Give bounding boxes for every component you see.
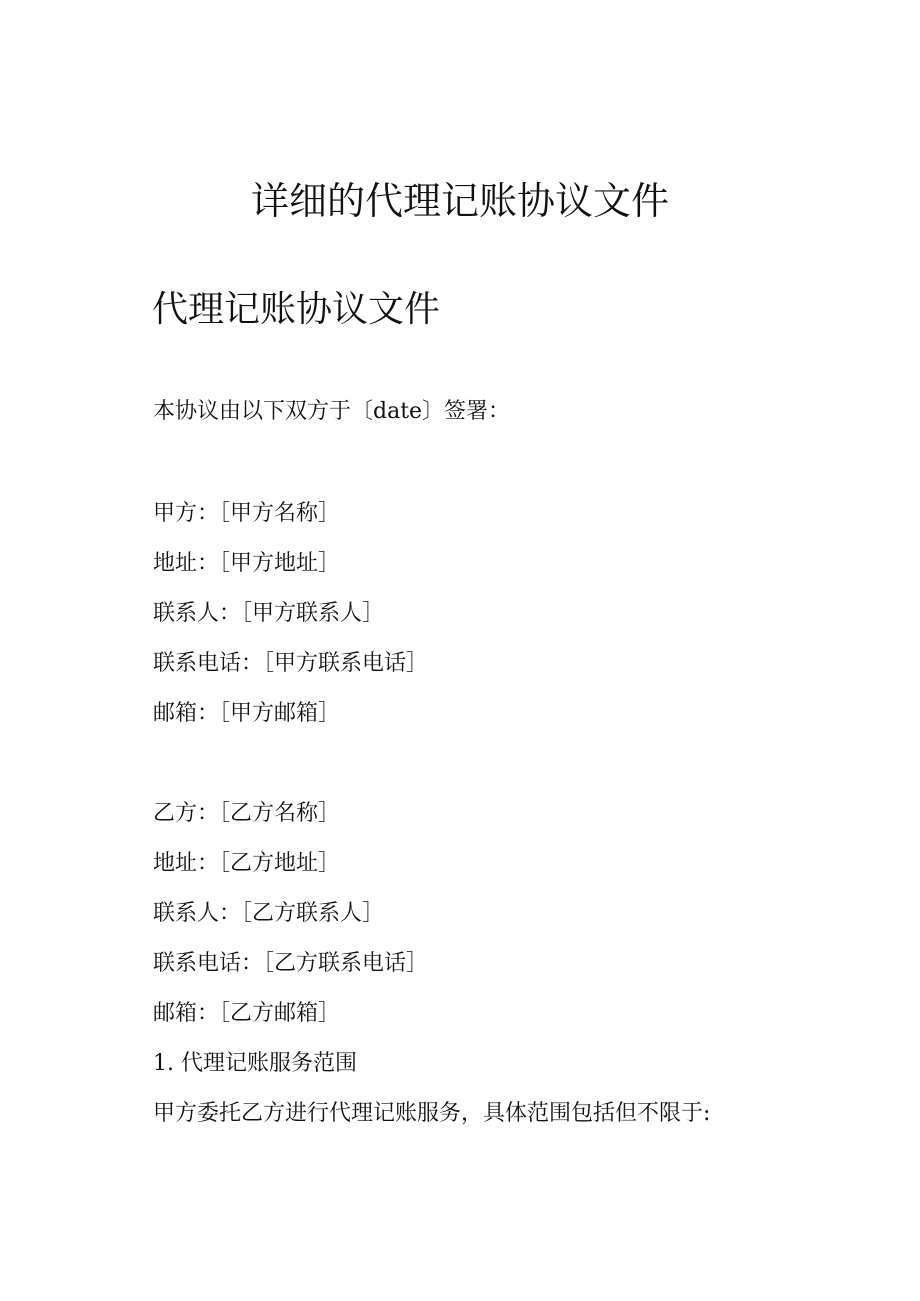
- party-a-address: 地址：［甲方地址］: [153, 551, 341, 576]
- party-a-phone: 联系电话：［甲方联系电话］: [153, 651, 429, 676]
- intro-line: 本协议由以下双方于〔date〕签署：: [153, 399, 511, 424]
- party-b-name: 乙方：［乙方名称］: [153, 801, 341, 826]
- party-b-address: 地址：［乙方地址］: [153, 851, 341, 876]
- party-a-contact: 联系人：［甲方联系人］: [153, 601, 385, 626]
- document-title: 详细的代理记账协议文件: [250, 179, 669, 223]
- party-b-email: 邮箱：［乙方邮箱］: [153, 1001, 341, 1026]
- party-b-contact: 联系人：［乙方联系人］: [153, 901, 385, 926]
- party-b-phone: 联系电话：［乙方联系电话］: [153, 951, 429, 976]
- party-a-email: 邮箱：［甲方邮箱］: [153, 701, 341, 726]
- section-1-body: 甲方委托乙方进行代理记账服务，具体范围包括但不限于:: [153, 1101, 711, 1126]
- section-1-heading: 1. 代理记账服务范围: [153, 1051, 357, 1076]
- document-subtitle: 代理记账协议文件: [152, 289, 441, 330]
- party-a-name: 甲方：［甲方名称］: [153, 501, 341, 526]
